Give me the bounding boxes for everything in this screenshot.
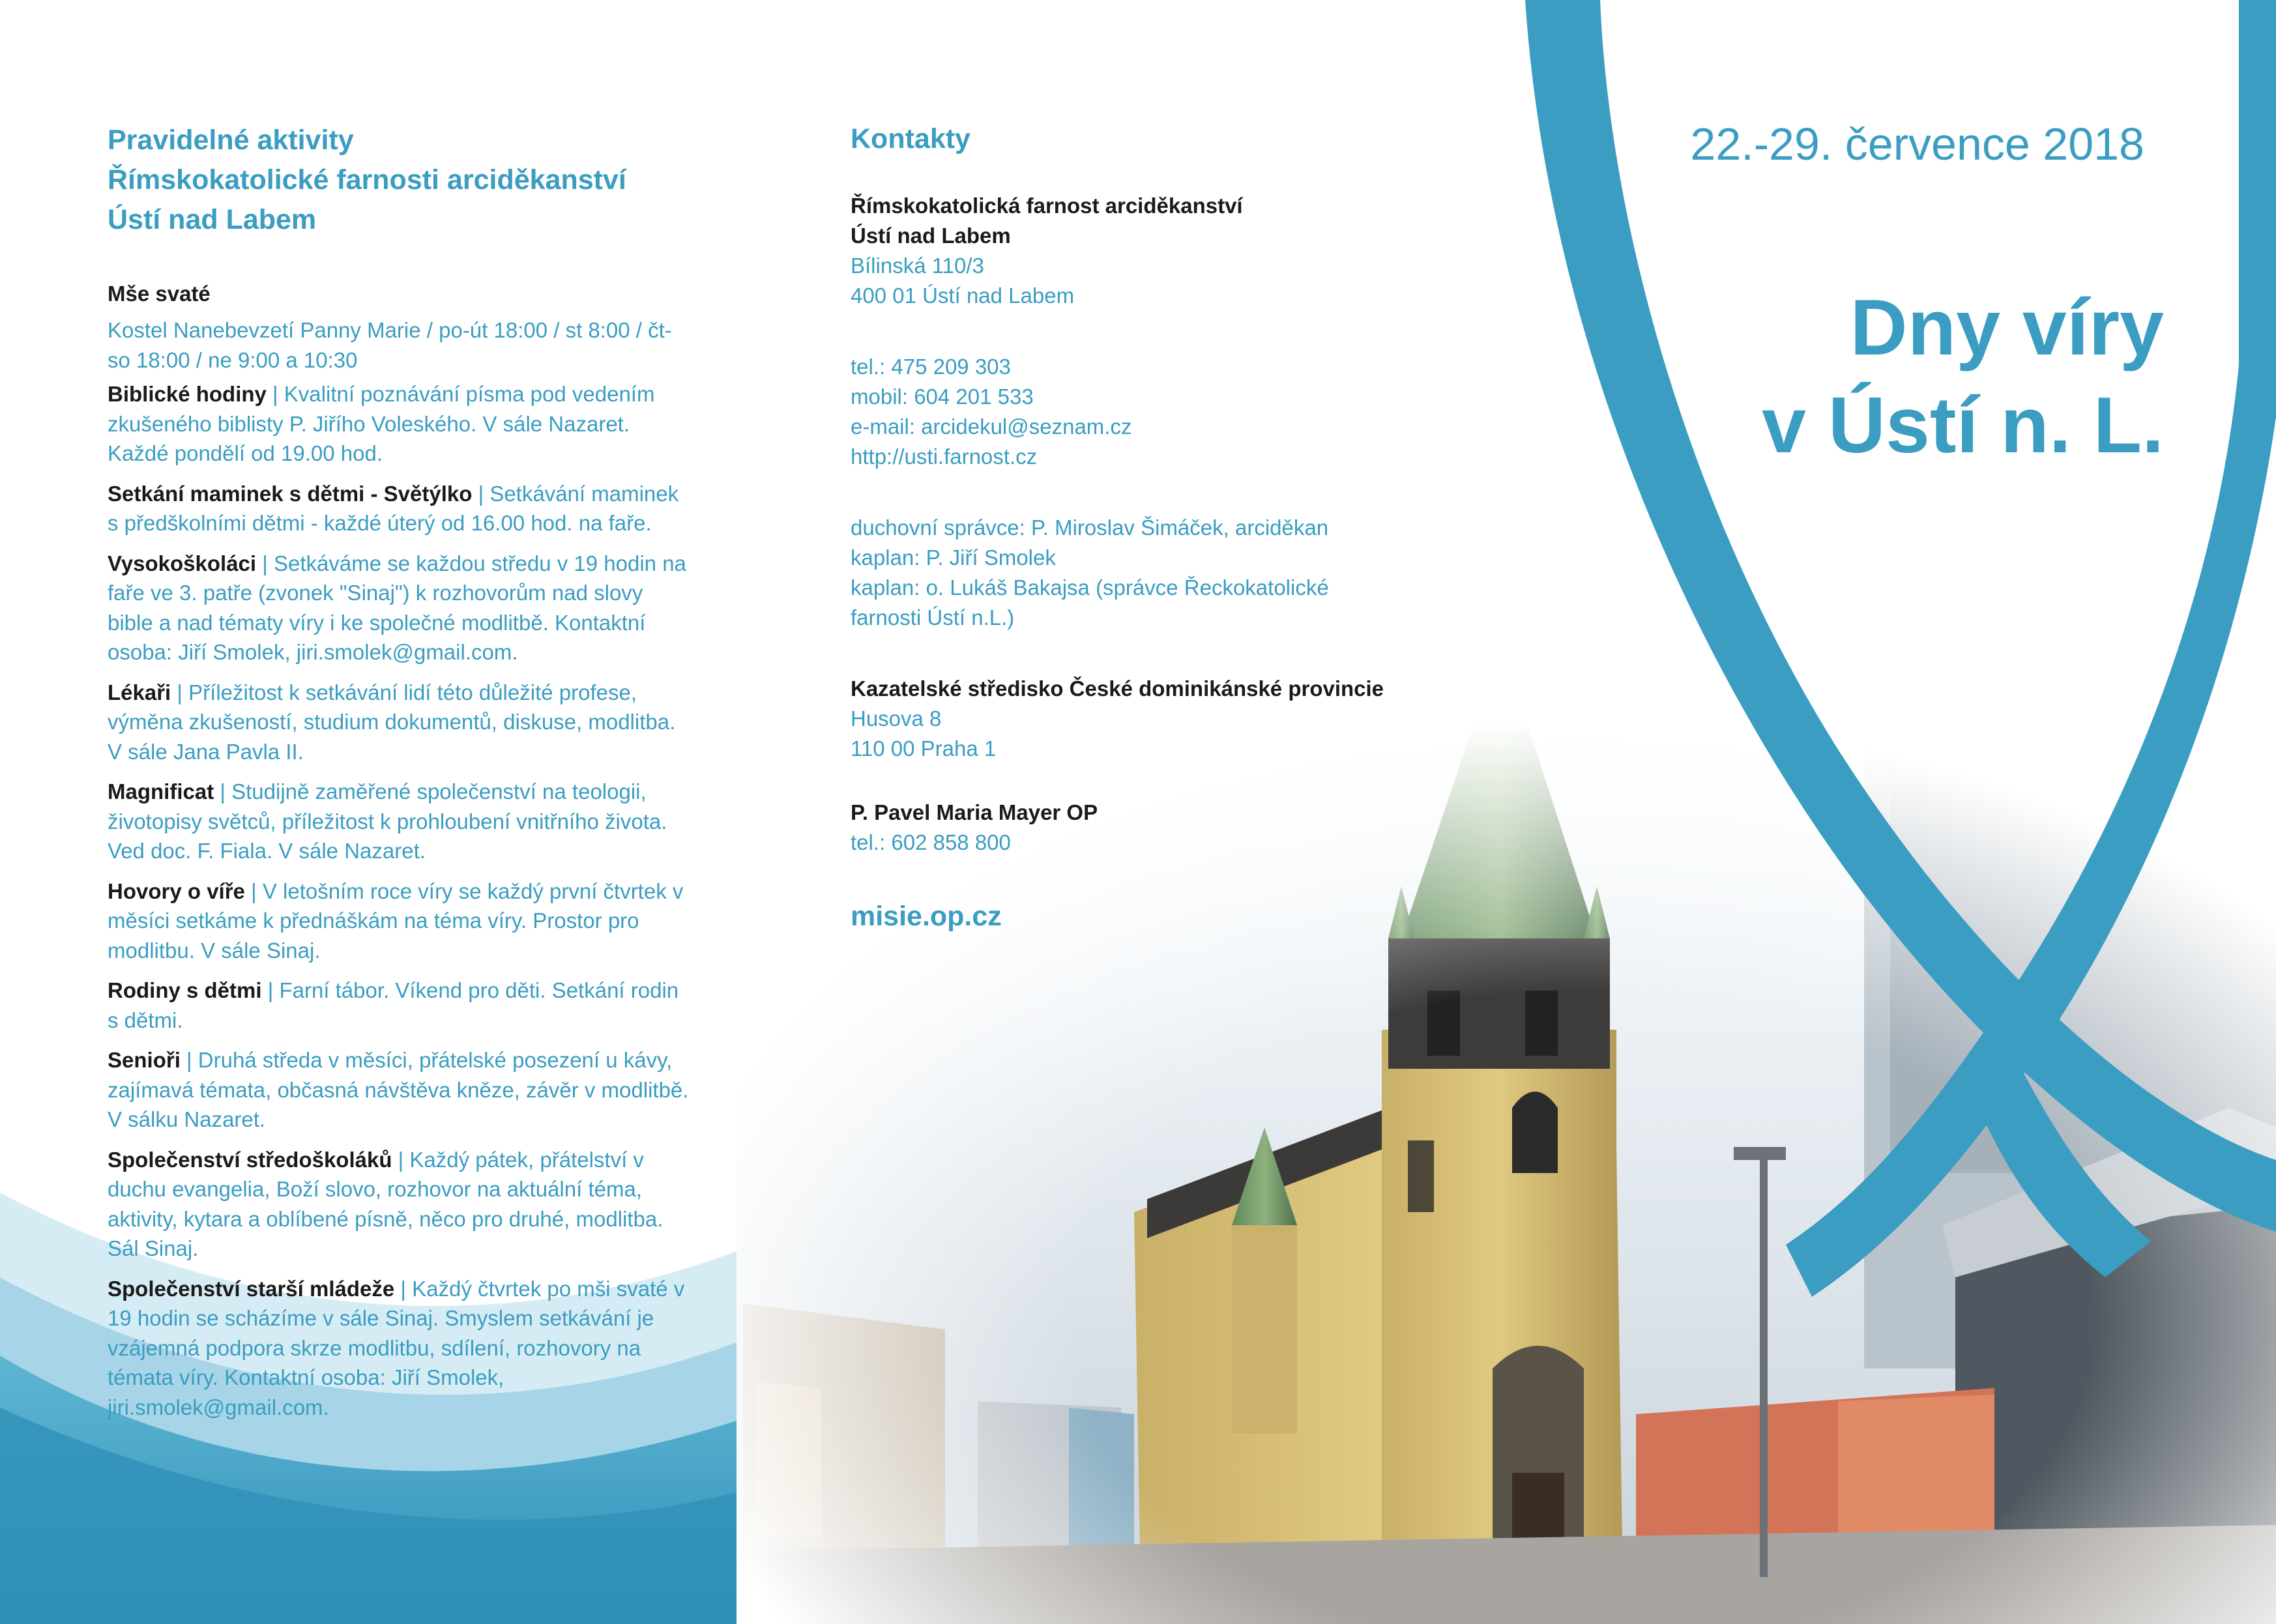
activity-separator: | [220,779,226,804]
activity-name: Biblické hodiny [108,382,267,406]
contacts-heading: Kontakty [851,123,970,154]
mission-website-link[interactable]: misie.op.cz [851,901,1002,932]
activity-separator: | [262,551,268,575]
activity-item [108,479,694,538]
activity-description: Farní tábor. Víkend pro děti. Setkání rodin s dětmi. [108,978,679,1032]
spiritual-administrator: duchovní správce: P. Miroslav Šimáček, arciděkan [851,515,1329,540]
activity-description: Každý čtvrtek po mši svaté v 19 hodin se scházíme v sále Sinaj. Smyslem setkávání je vzájemná podpora skrze modlitbu, sdílení, rozhovory na témata víry. Kontaktní osoba: Jiří Smolek, jiri.smolek@gmail.com. [108,1276,685,1419]
contacts-panel [851,119,1450,936]
activity-item [108,877,694,966]
chaplain: kaplan: o. Lukáš Bakajsa (správce Řeckokatolické [851,575,1329,600]
activity-description: Setkávání maminek s předškolními dětmi - každé úterý od 16.00 hod. na faře. [108,481,679,535]
chaplain: kaplan: P. Jiří Smolek [851,545,1056,570]
activity-item [108,379,694,469]
activity-description: V letošním roce víry se každý první čtvrtek v měsíci setkáme k přednáškám na téma víry. Prostor pro modlitbu. V sále Sinaj. [108,878,684,963]
activity-separator: | [400,1276,406,1301]
activity-description: Každý pátek, přátelství v duchu evangelia, Boží slovo, rozhovor na aktuální téma, aktivity, kytara a oblíbené písně, něco pro druhé, modlitba. Sál Sinaj. [108,1147,664,1260]
preaching-center-city: 110 00 Praha 1 [851,736,997,761]
activity-name: Setkání maminek s dětmi - Světýlko [108,481,473,506]
activities-heading-line: Římskokatolické farnosti arciděkanství [108,164,626,196]
activity-description: Příležitost k setkávání lidí této důležité profese, výměna zkušeností, studium dokumentů, diskuse, modlitba. V sále Jana Pavla II. [108,680,676,764]
activity-item [108,777,694,866]
activity-separator: | [272,382,278,406]
activities-heading-line: Pravidelné aktivity [108,124,354,156]
mass-schedule: Kostel Nanebevzetí Panny Marie / po-út 18:00 / st 8:00 / čt-so 18:00 / ne 9:00 a 10:30 [108,318,672,372]
mobile-number[interactable]: mobil: 604 201 533 [851,384,1034,409]
activity-name: Vysokoškoláci [108,551,257,575]
activities-heading [108,121,694,240]
spacer [851,472,1450,513]
activity-separator: | [398,1147,404,1172]
activities-heading-line: Ústí nad Labem [108,204,317,235]
activity-separator: | [251,878,257,903]
parish-name: Ústí nad Labem [851,224,1011,248]
event-title-line: v Ústí n. L. [1762,380,2164,469]
chaplain: farnosti Ústí n.L.) [851,605,1015,630]
email-link[interactable]: e-mail: arcidekul@seznam.cz [851,414,1132,439]
regular-activities-panel [108,121,694,1432]
parish-web-link[interactable]: http://usti.farnost.cz [851,444,1038,469]
activity-separator: | [478,481,484,506]
priest-name: P. Pavel Maria Mayer OP [851,800,1098,824]
activity-item [108,976,694,1035]
activity-item [108,549,694,667]
activity-item [108,678,694,767]
activity-separator: | [177,680,182,704]
activity-item [108,1145,694,1264]
activity-description: Setkáváme se každou středu v 19 hodin na faře ve 3. patře (zvonek "Sinaj") k rozhovorům nad slovy bible a nad tématy víry i ke společné modlitbě. Kontaktní osoba: Jiří Smolek, jiri.smolek@gmail.com. [108,551,686,664]
event-date: 22.-29. července 2018 [1690,119,2144,169]
activity-name: Hovory o víře [108,878,245,903]
mass-title: Mše svaté [108,282,211,306]
activity-item [108,1274,694,1423]
event-title [1564,278,2164,474]
phone-number[interactable]: tel.: 475 209 303 [851,355,1011,379]
activity-name: Lékaři [108,680,171,704]
spacer [851,311,1450,352]
parish-name: Římskokatolická farnost arciděkanství [851,194,1243,218]
activity-separator: | [186,1048,192,1072]
activity-description: Druhá středa v měsíci, přátelské posezení u kávy, zajímavá témata, občasná návštěva kněze, závěr v modlitbě. V sálku Nazaret. [108,1048,689,1131]
preaching-center-name: Kazatelské středisko České dominikánské provincie [851,676,1384,701]
parish-street: Bílinská 110/3 [851,254,984,278]
activity-name: Senioři [108,1048,181,1072]
event-title-line: Dny víry [1850,282,2164,371]
preaching-center-street: Husova 8 [851,706,942,731]
spacer [851,764,1450,798]
priest-phone[interactable]: tel.: 602 858 800 [851,830,1011,854]
activity-name: Společenství starší mládeže [108,1276,395,1301]
parish-city: 400 01 Ústí nad Labem [851,283,1075,308]
activity-item [108,1045,694,1135]
activity-description: Studijně zaměřené společenství na teologii, životopisy světců, příležitost k prohloubení vnitřního života. Ved doc. F. Fiala. V sále Nazaret. [108,779,667,863]
activity-name: Magnificat [108,779,214,804]
activity-name: Společenství středoškoláků [108,1147,392,1172]
activity-separator: | [267,978,274,1002]
activity-description: Kvalitní poznávání písma pod vedením zkušeného biblisty P. Jiřího Voleského. V sále Nazaret. Každé pondělí od 19.00 hod. [108,382,655,465]
activity-name: Rodiny s dětmi [108,978,262,1002]
spacer [851,633,1450,674]
